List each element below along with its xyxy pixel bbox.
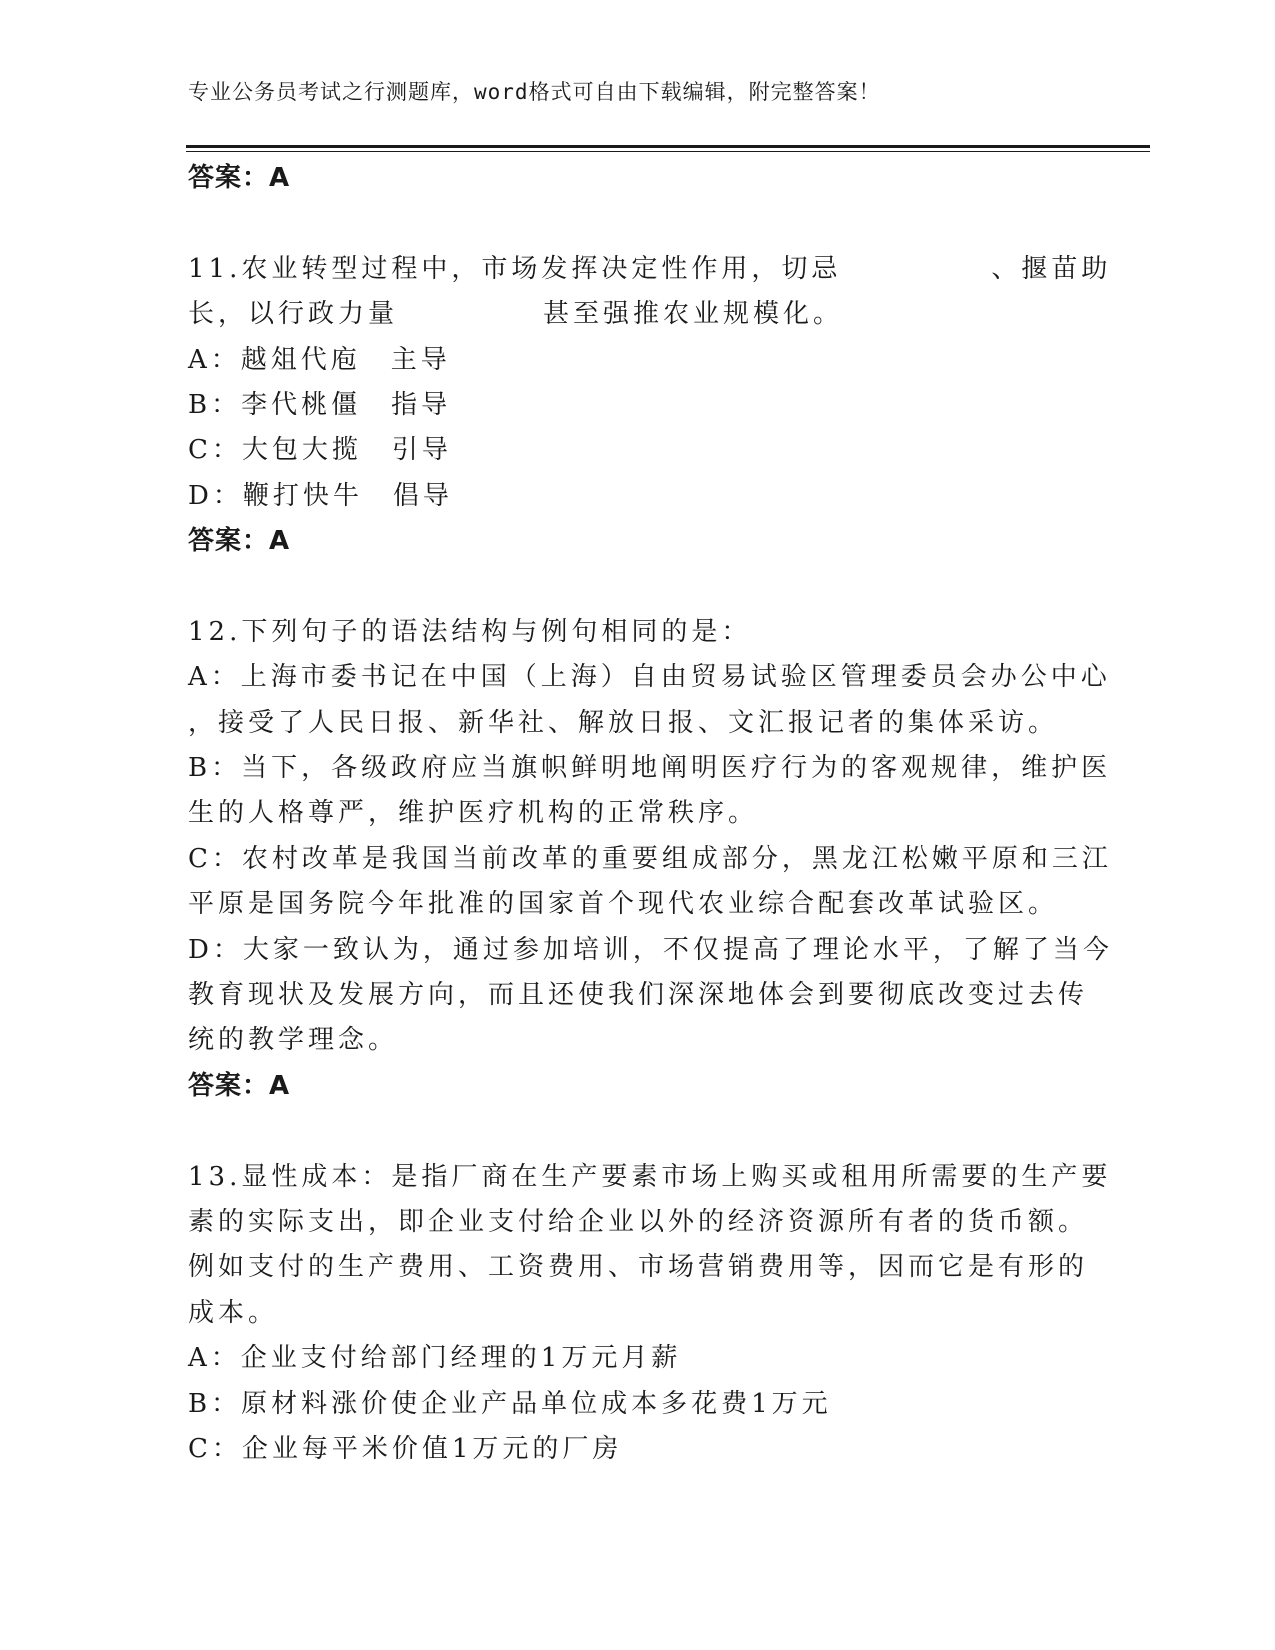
spacer [188,201,1088,246]
q11-stem-text: 甚至强推农业规模化。 [543,299,844,330]
q11-option-c: C：大包大揽 引导 [188,435,452,466]
q12-option-line: 生的人格尊严，维护医疗机构的正常秩序。 [188,798,759,829]
header-rule-thin [186,151,1150,152]
q13-stem-line: 成本。 [188,1297,279,1328]
q12-option-line: B：当下，各级政府应当旗帜鲜明地阐明医疗行为的客观规律，维护医 [188,753,1112,784]
q11-stem-line-2 [188,292,1088,337]
spacer [188,1109,1088,1154]
q13-option-a: A：企业支付给部门经理的1万元月薪 [188,1343,682,1374]
q11-option-a: A：越俎代庖 主导 [188,344,451,375]
q12-answer: 答案：A [188,1070,291,1101]
prev-answer: 答案：A [188,163,291,193]
header-rule-thick [186,145,1150,148]
q13-stem-line: 素的实际支出，即企业支付给企业以外的经济资源所有者的货币额。 [188,1206,1089,1237]
q11-answer: 答案：A [188,526,291,557]
q13-stem-line: 13.显性成本：是指厂商在生产要素市场上购买或租用所需要的生产要 [188,1161,1112,1192]
q12-option-line: C：农村改革是我国当前改革的重要组成部分，黑龙江松嫩平原和三江 [188,843,1112,874]
q12-option-line: D：大家一致认为，通过参加培训，不仅提高了理论水平，了解了当今 [188,934,1113,965]
q13-option-c: C：企业每平米价值1万元的厂房 [188,1433,623,1464]
q12-option-line: ，接受了人民日报、新华社、解放日报、文汇报记者的集体采访。 [188,707,1059,738]
q13-stem-line: 例如支付的生产费用、工资费用、市场营销费用等，因而它是有形的 [188,1252,1089,1283]
q12-option-line: 统的教学理念。 [188,1025,399,1056]
q12-option-line: 教育现状及发展方向，而且还使我们深深地体会到要彻底改变过去传 [188,980,1089,1011]
q11-stem-line-1 [188,247,1112,292]
q11-option-d: D：鞭打快牛 倡导 [188,480,453,511]
q11-stem-text: 11.农业转型过程中，市场发挥决定性作用，切忌 [188,253,842,284]
spacer [188,565,1088,610]
q13-option-b: B：原材料涨价使企业产品单位成本多花费1万元 [188,1388,832,1419]
page-header: 专业公务员考试之行测题库，word格式可自由下载编辑，附完整答案！ [188,80,881,104]
document-body [188,156,1113,1472]
q12-option-line: A：上海市委书记在中国（上海）自由贸易试验区管理委员会办公中心 [188,662,1111,693]
q11-stem-text: 、揠苗助 [991,253,1112,284]
q12-option-line: 平原是国务院今年批准的国家首个现代农业综合配套改革试验区。 [188,889,1059,920]
q11-stem-text: 长，以行政力量 [188,299,399,330]
q11-option-b: B：李代桃僵 指导 [188,389,452,420]
q12-stem: 12.下列句子的语法结构与例句相同的是： [188,616,752,647]
